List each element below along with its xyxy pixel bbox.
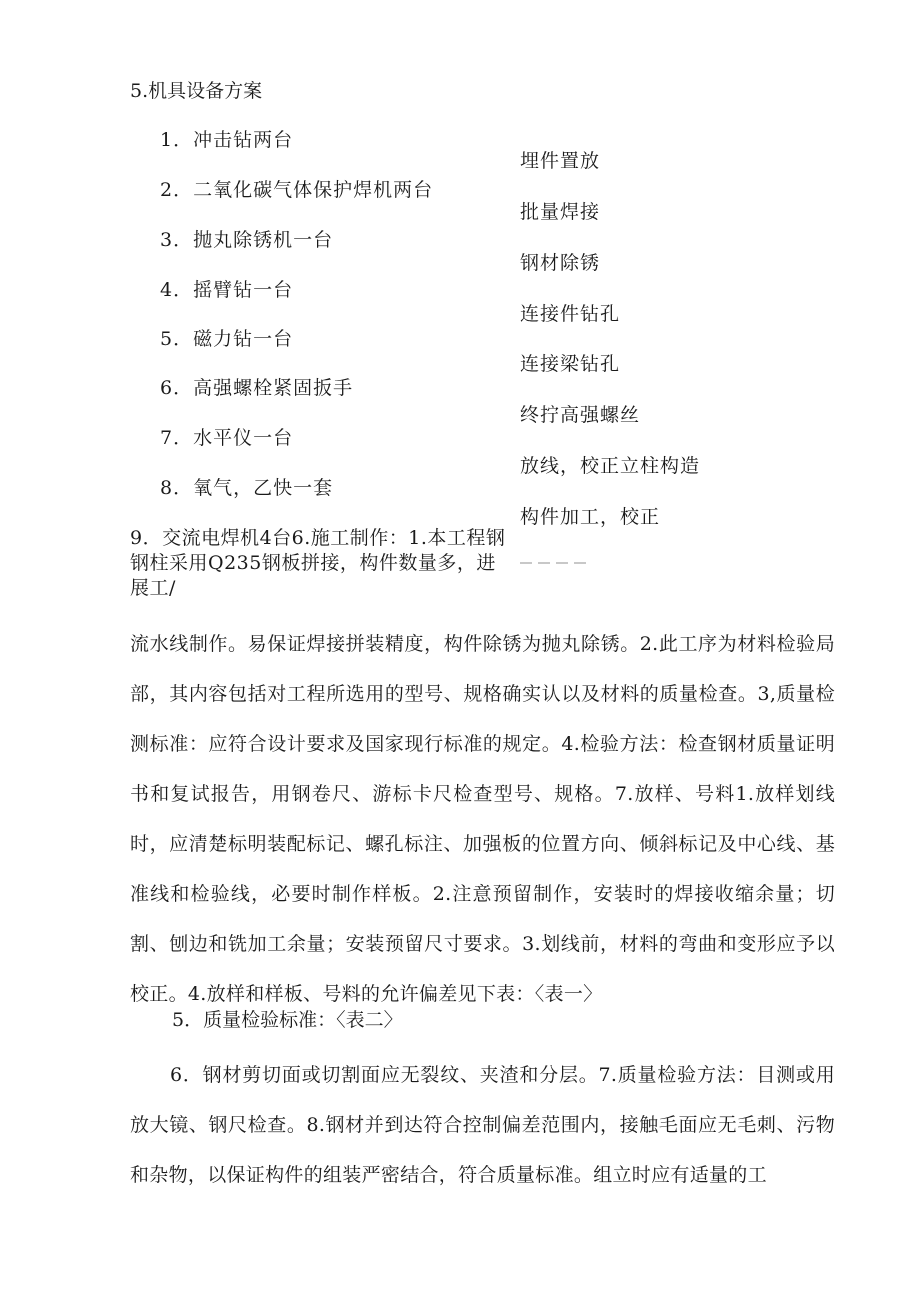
equipment-item-6: 6．高强螺栓紧固扳手: [160, 377, 354, 399]
process-step: 连接梁钻孔: [520, 353, 621, 375]
process-step: 放线，校正立柱构造: [520, 455, 701, 477]
process-step: 构件加工，校正: [520, 506, 661, 528]
section-heading: 5.机具设备方案: [130, 80, 263, 102]
cropped-text-fragment: [520, 562, 610, 572]
process-step: 埋件置放: [520, 150, 601, 172]
body-paragraph: 流水线制作。易保证焊接拼装精度，构件除锈为抛丸除锈。2.此工序为材料检验局部，其内容包括对工程所选用的型号、规格确实认以及材料的质量检查。3,质量检测标准：应符合设计要求及国家现行标准的规定。4.检验方法：检查钢材质量证明书和复试报告，用钢卷尺、游标卡尺检查型号、规格。7.放样、号料1.放样划线时，应清楚标明装配标记、螺孔标注、加强板的位置方向、倾斜标记及中心线、基准线和检验线，必要时制作样板。2.注意预留制作，安装时的焊接收缩余量；切割、刨边和铣加工余量；安装预留尺寸要求。3.划线前，材料的弯曲和变形应予以校正。4.放样和样板、号料的允许偏差见下表：〈表一〉: [130, 633, 835, 1005]
equipment-item-1: 1．冲击钻两台: [160, 129, 294, 151]
process-step: 批量焊接: [520, 201, 601, 223]
equipment-item-8: 8．氧气，乙快一套: [160, 477, 334, 499]
equipment-item-4: 4．摇臂钻一台: [160, 279, 294, 301]
process-step: 钢材除锈: [520, 252, 601, 274]
equipment-item-7: 7．水平仪一台: [160, 427, 294, 449]
process-step: 连接件钻孔: [520, 303, 621, 325]
equipment-item-5: 5．磁力钻一台: [160, 328, 294, 350]
process-step: 终拧高强螺丝: [520, 404, 641, 426]
equipment-item-3: 3．抛丸除锈机一台: [160, 229, 334, 251]
equipment-item-9: 9．交流电焊机4台6.施工制作：1.本工程钢钢柱采用Q235钢板拼接，构件数量多，进展工/: [130, 527, 506, 599]
quality-standard-line: 5．质量检验标准：〈表二〉: [172, 1009, 403, 1031]
body-paragraph: 6．钢材剪切面或切割面应无裂纹、夹渣和分层。7.质量检验方法：目测或用放大镜、钢尺检查。8.钢材并到达符合控制偏差范围内，接触毛面应无毛刺、污物和杂物，以保证构件的组装严密结合，符合质量标准。组立时应有适量的工: [130, 1064, 835, 1186]
equipment-item-2: 2．二氧化碳气体保护焊机两台: [160, 179, 434, 201]
